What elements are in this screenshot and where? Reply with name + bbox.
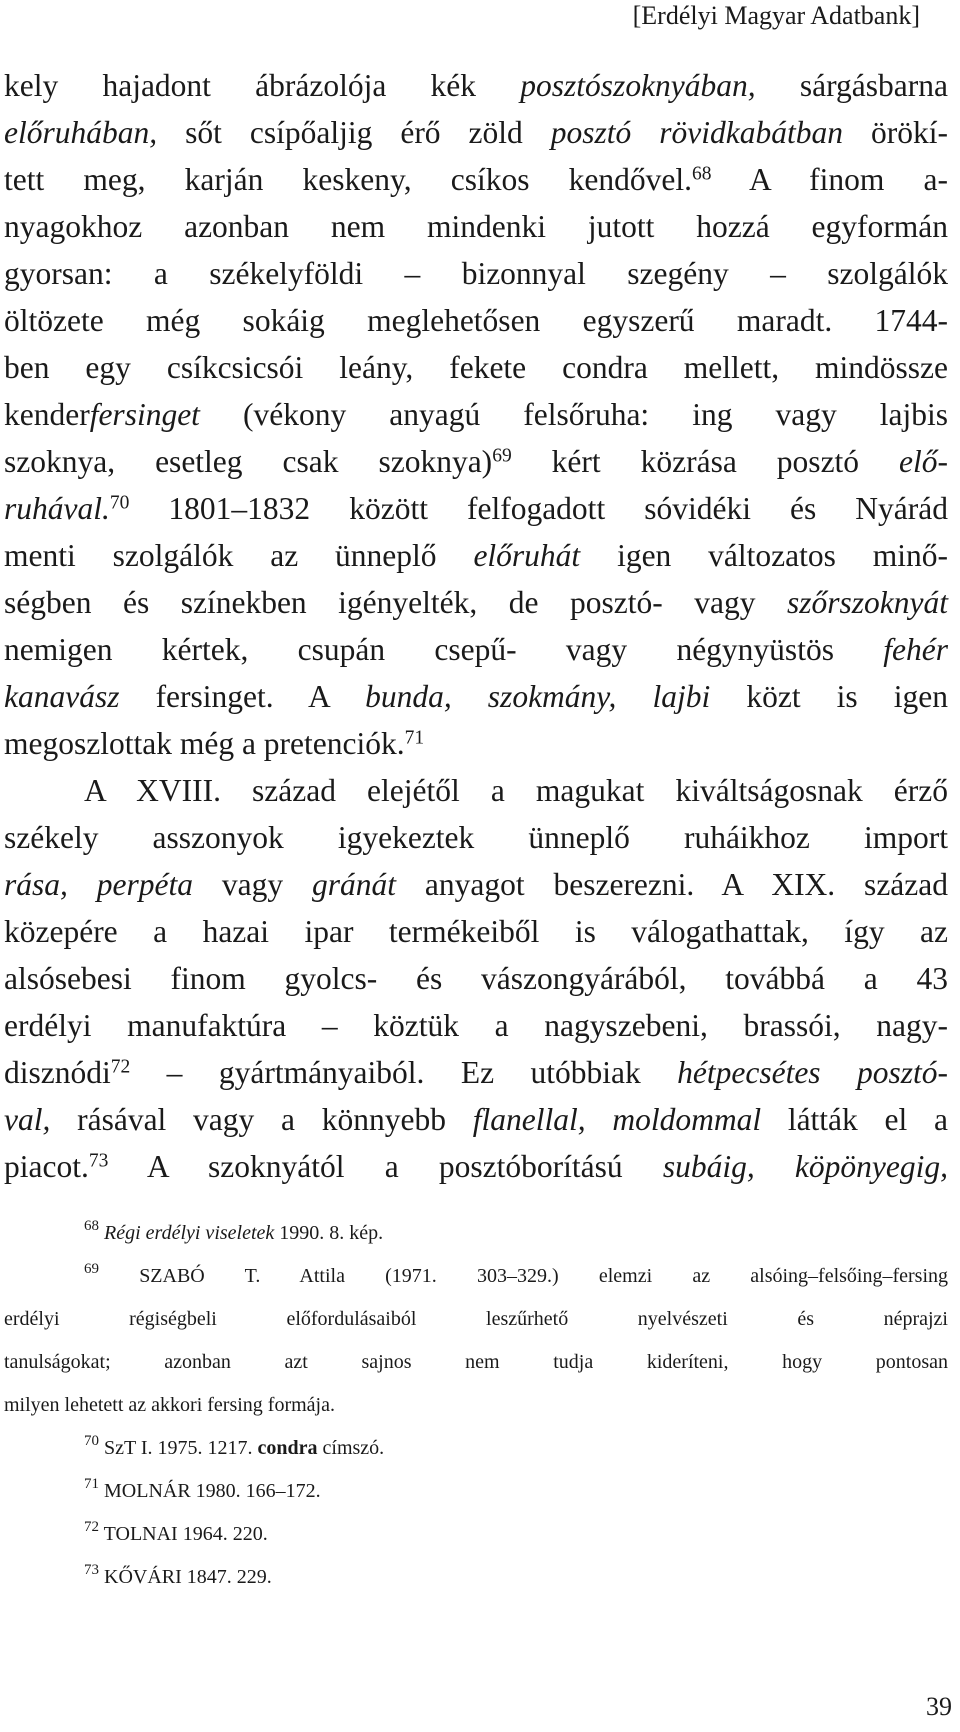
text-line: közepére a hazai ipar termékeiből is válogathattak, így az — [4, 914, 948, 949]
footnote-71: $^{71}$ MOLNÁR 1980. 166–172. — [84, 1476, 321, 1502]
footnote-72: $^{72}$ TOLNAI 1964. 220. — [84, 1519, 268, 1545]
text-line: menti szolgálók az ünneplő előruhát igen változatos minő- — [4, 538, 949, 573]
footnote-68: $^{68}$ Régi erdélyi viseletek 1990. 8. kép. — [84, 1218, 384, 1244]
footnote-number: 68 — [84, 1218, 99, 1234]
text-line: kanavász fersinget. A bunda, szokmány, lajbi közt is igen — [4, 679, 948, 714]
footnote-69-line: tanulságokat; azonban azt sajnos nem tudja kideríteni, hogy pontosan — [4, 1351, 948, 1373]
text-line: disznódi$^{72}$ – gyártmányaiból. Ez utóbbiak hétpecsétes posztó- — [4, 1055, 948, 1090]
footnote-number: 72 — [84, 1519, 99, 1535]
text-line: öltözete még sokáig meglehetősen egyszerű maradt. 1744- — [4, 303, 948, 338]
footnote-73: $^{73}$ KŐVÁRI 1847. 229. — [84, 1562, 272, 1588]
text-line: ségben és színekben igényelték, de posztó- vagy szőrszoknyát — [4, 585, 948, 620]
footnote-69: $^{69}$ SZABÓ T. Attila (1971. 303–329.) elemzi az alsóing–felsőing–fersing — [84, 1261, 948, 1287]
text-line: alsósebesi finom gyolcs- és vászongyárából, továbbá a 43 — [4, 961, 948, 996]
footnotes — [4, 1212, 948, 1599]
footnote-ref: 68 — [692, 163, 712, 185]
footnote-ref: 73 — [88, 1150, 109, 1172]
footnote-ref: 71 — [404, 727, 425, 749]
footnote-number: 73 — [84, 1562, 99, 1578]
text-line: székely asszonyok igyekeztek ünneplő ruháikhoz import — [4, 820, 948, 855]
text-line: val, rásával vagy a könnyebb flanellal, moldommal látták el a — [4, 1102, 948, 1137]
page-number: 39 — [926, 1692, 952, 1721]
footnote-ref: 72 — [110, 1056, 131, 1078]
text-line: erdélyi manufaktúra – köztük a nagyszebeni, brassói, nagy- — [4, 1008, 948, 1043]
footnote-ref: 69 — [492, 445, 512, 467]
text-line: gyorsan: a székelyföldi – bizonnyal szegény – szolgálók — [4, 256, 948, 291]
footnote-number: 71 — [84, 1476, 99, 1492]
text-line: A XVIII. század elejétől a magukat kiváltságosnak érző — [84, 773, 948, 808]
text-line: kenderfersinget (vékony anyagú felsőruha: ing vagy lajbis — [4, 397, 948, 432]
text-line: nemigen kértek, csupán csepű- vagy négynyüstös fehér — [4, 632, 948, 667]
footnote-ref: 70 — [109, 492, 130, 514]
footnote-number: 69 — [84, 1261, 99, 1277]
text-line: rása, perpéta vagy gránát anyagot beszerezni. A XIX. század — [4, 867, 948, 902]
running-header: [Erdélyi Magyar Adatbank] — [632, 1, 920, 30]
body-text — [4, 62, 948, 1190]
text-line: nyagokhoz azonban nem mindenki jutott hozzá egyformán — [4, 209, 948, 244]
text-line: szoknya, esetleg csak szoknya)$^{69}$ kért közrása posztó elő- — [4, 444, 949, 479]
text-line: ben egy csíkcsicsói leány, fekete condra mellett, mindössze — [4, 350, 948, 385]
footnote-69-line: erdélyi régiségbeli előfordulásaiból leszűrhető nyelvészeti és néprajzi — [4, 1308, 948, 1330]
footnote-number: 70 — [84, 1433, 99, 1449]
text-line: kely hajadont ábrázolója kék posztószoknyában, sárgásbarna — [4, 68, 948, 103]
footnote-70: $^{70}$ SzT I. 1975. 1217. condra címszó. — [84, 1433, 385, 1459]
text-line: tett meg, karján keskeny, csíkos kendővel.$^{68}$ A finom a- — [4, 162, 948, 197]
text-line: megoszlottak még a pretenciók.$^{71}$ — [4, 726, 425, 761]
text-line: ruhával.$^{70}$ 1801–1832 között felfogadott sóvidéki és Nyárád — [4, 491, 948, 526]
footnote-69-line: milyen lehetett az akkori fersing formája. — [4, 1394, 335, 1416]
text-line: piacot.$^{73}$ A szoknyától a posztóborítású subáig, köpönyegig, — [4, 1149, 948, 1184]
text-line: előruhában, sőt csípőaljig érő zöld posztó rövidkabátban örökí- — [4, 115, 948, 150]
